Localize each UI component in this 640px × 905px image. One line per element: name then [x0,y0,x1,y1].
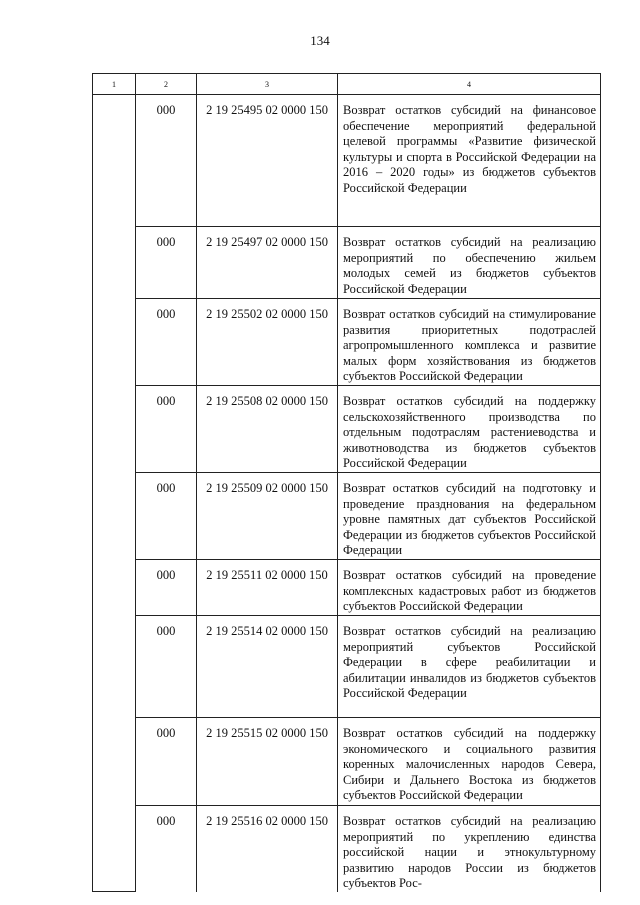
admin-code-cell: 000 [136,95,197,227]
table-row [93,805,601,891]
budget-code-cell: 2 19 25495 02 0000 150 [197,95,338,227]
admin-code-cell: 000 [136,299,197,386]
description-cell: Возврат остатков субсидий на подготовку и проведение празднования на федеральном уровне памятных дат субъектов Российской Федерации из бюджетов субъектов Российской Федерации [338,472,601,559]
description-cell: Возврат остатков субсидий на финансовое обеспечение мероприятий федеральной целевой программы «Развитие физической культуры и спорта в Российской Федерации на 2016 – 2020 годы» из бюджетов субъектов Российской Федерации [338,95,601,227]
table-row [93,717,601,805]
table-row [93,299,601,386]
table-row [93,227,601,299]
admin-code-cell: 000 [136,615,197,717]
admin-code-cell: 000 [136,472,197,559]
description-cell: Возврат остатков субсидий на реализацию мероприятий по обеспечению жильем молодых семей из бюджетов субъектов Российской Федерации [338,227,601,299]
page-number: 134 [310,33,330,48]
header-col-4: 4 [338,74,601,95]
budget-classification-table [92,73,601,892]
table-row [93,615,601,717]
description-cell: Возврат остатков субсидий на поддержку экономического и социального развития коренных малочисленных народов Севера, Сибири и Дальнего Востока из бюджетов субъектов Российской Федерации [338,717,601,805]
header-col-2: 2 [136,74,197,95]
description-cell: Возврат остатков субсидий на поддержку сельскохозяйственного производства по отдельным подотраслям растениеводства и животноводства из бюджетов субъектов Российской Федерации [338,385,601,472]
budget-code-cell: 2 19 25515 02 0000 150 [197,717,338,805]
budget-code-cell: 2 19 25508 02 0000 150 [197,385,338,472]
admin-code-cell: 000 [136,227,197,299]
budget-code-cell: 2 19 25514 02 0000 150 [197,615,338,717]
table-row [93,95,601,227]
admin-code-cell: 000 [136,385,197,472]
budget-code-cell: 2 19 25497 02 0000 150 [197,227,338,299]
description-cell: Возврат остатков субсидий на реализацию мероприятий по укреплению единства российской нации и этнокультурному развитию народов России из бюджетов субъектов Рос- [338,805,601,891]
description-cell: Возврат остатков субсидий на реализацию мероприятий субъектов Российской Федерации в сфере реабилитации и абилитации инвалидов из бюджетов субъектов Российской Федерации [338,615,601,717]
admin-code-cell: 000 [136,717,197,805]
table-row [93,472,601,559]
table-row [93,385,601,472]
merged-col-1-cell [93,95,136,892]
admin-code-cell: 000 [136,805,197,891]
budget-code-cell: 2 19 25502 02 0000 150 [197,299,338,386]
header-col-1: 1 [93,74,136,95]
description-cell: Возврат остатков субсидий на стимулирование развития приоритетных подотраслей агропромышленного комплекса и развитие малых форм хозяйствования из бюджетов субъектов Российской Федерации [338,299,601,386]
budget-code-cell: 2 19 25509 02 0000 150 [197,472,338,559]
budget-code-cell: 2 19 25516 02 0000 150 [197,805,338,891]
header-col-3: 3 [197,74,338,95]
table-header-row [93,74,601,95]
description-cell: Возврат остатков субсидий на проведение комплексных кадастровых работ из бюджетов субъектов Российской Федерации [338,559,601,615]
table-row [93,559,601,615]
budget-code-cell: 2 19 25511 02 0000 150 [197,559,338,615]
admin-code-cell: 000 [136,559,197,615]
